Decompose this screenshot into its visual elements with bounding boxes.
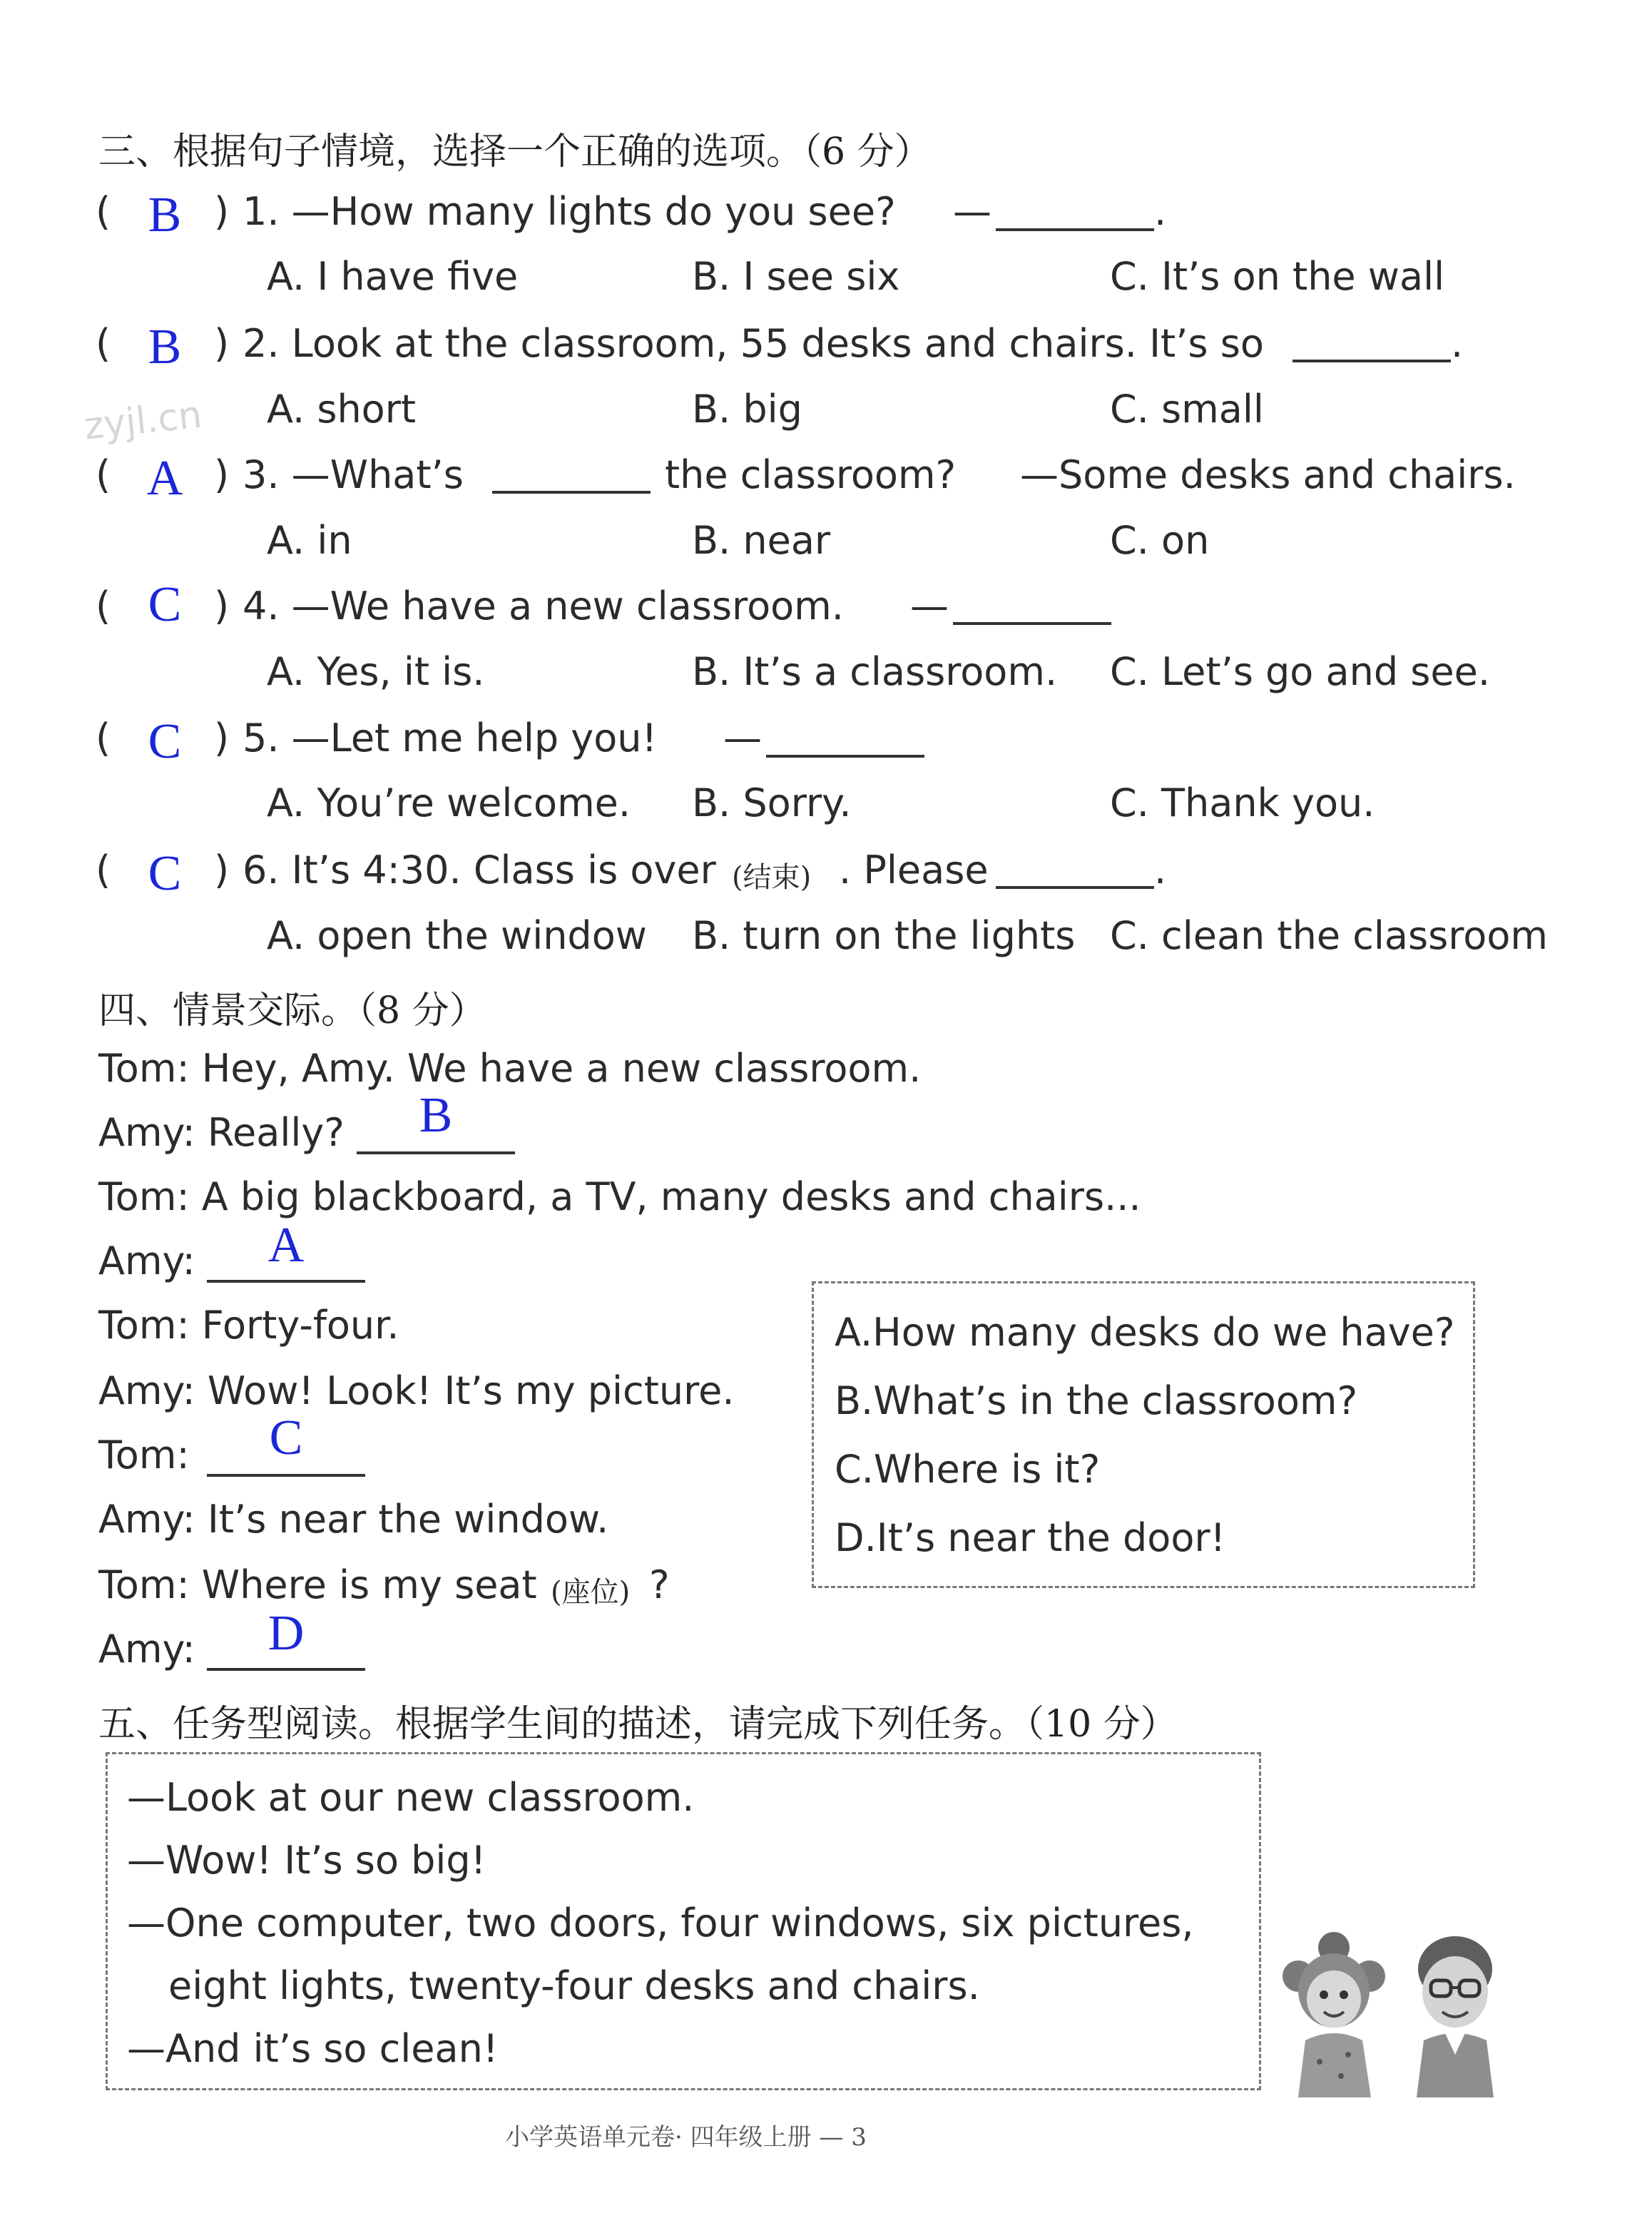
paren-open: ( — [96, 189, 111, 234]
children-illustration — [1277, 1912, 1519, 2097]
choice-item: B.What’s in the classroom? — [835, 1378, 1358, 1423]
question-dash: — — [910, 584, 949, 629]
dialogue-line: Amy: Really? — [98, 1110, 345, 1155]
paren-close: ) — [214, 584, 230, 629]
option-b: B. turn on the lights — [692, 913, 1076, 958]
dialogue-line: Tom: Where is my seat — [98, 1562, 537, 1607]
passage-line: —Wow! It’s so big! — [127, 1838, 486, 1883]
paren-close: ) — [214, 189, 230, 234]
question-stem: 3. —What’s — [243, 452, 464, 497]
question-end: . — [1154, 848, 1167, 892]
answer-blank — [766, 748, 924, 758]
question-stem: 1. —How many lights do you see? — [243, 189, 896, 234]
section-3-heading: 三、根据句子情境，选择一个正确的选项。（6 分） — [98, 131, 932, 173]
answer-blank — [996, 221, 1154, 231]
option-b: B. near — [692, 518, 831, 563]
paren-close: ) — [214, 452, 230, 497]
option-b: B. I see six — [692, 254, 900, 299]
answer-blank — [207, 1273, 365, 1283]
dialogue-line: Tom: Forty-four. — [98, 1303, 399, 1348]
paren-open: ( — [96, 848, 111, 892]
chinese-gloss: (座位) — [551, 1576, 631, 1609]
option-c: C. It’s on the wall — [1110, 254, 1445, 299]
question-stem: 4. —We have a new classroom. — [243, 584, 844, 629]
question-end: . — [1154, 189, 1167, 234]
answer-q6: C — [148, 846, 182, 901]
paren-open: ( — [96, 584, 111, 629]
choice-item: A.How many desks do we have? — [835, 1310, 1455, 1355]
question-dash: — — [953, 189, 991, 234]
paren-open: ( — [96, 452, 111, 497]
passage-line: —And it’s so clean! — [127, 2026, 499, 2071]
page-footer: 小学英语单元卷· 四年级上册 — 3 — [505, 2123, 867, 2152]
passage-line: eight lights, twenty-four desks and chairs. — [168, 1963, 980, 2008]
option-c: C. Let’s go and see. — [1110, 649, 1491, 694]
dialogue-line: Amy: — [98, 1627, 195, 1672]
answer-q1: B — [148, 188, 182, 243]
passage-line: —One computer, two doors, four windows, six pictures, — [127, 1901, 1194, 1945]
paren-close: ) — [214, 716, 230, 761]
option-b: B. It’s a classroom. — [692, 649, 1058, 694]
dialogue-line: Tom: Hey, Amy. We have a new classroom. — [98, 1046, 922, 1091]
question-stem: 2. Look at the classroom, 55 desks and chairs. It’s so — [243, 321, 1264, 366]
answer-dialogue-3: C — [269, 1410, 303, 1465]
paren-open: ( — [96, 716, 111, 761]
paren-open: ( — [96, 321, 111, 366]
answer-q2: B — [148, 320, 182, 375]
paren-close: ) — [214, 321, 230, 366]
boy-figure — [1417, 1936, 1494, 2097]
answer-q5: C — [148, 714, 182, 769]
option-c: C. small — [1110, 387, 1264, 432]
answer-blank — [492, 484, 651, 494]
option-c: C. clean the classroom — [1110, 913, 1548, 958]
option-b: B. Sorry. — [692, 780, 852, 825]
question-reply: —Some desks and chairs. — [1020, 452, 1516, 497]
choice-item: C.Where is it? — [835, 1447, 1101, 1492]
answer-blank — [207, 1467, 365, 1477]
question-stem-mid: . Please — [839, 848, 989, 892]
answer-q3: A — [146, 451, 183, 506]
answer-dialogue-1: B — [419, 1088, 453, 1143]
dialogue-line: Amy: It’s near the window. — [98, 1497, 609, 1542]
answer-dialogue-2: A — [267, 1218, 305, 1273]
option-b: B. big — [692, 387, 802, 432]
option-a: A. open the window — [267, 913, 647, 958]
option-a: A. short — [267, 387, 417, 432]
option-a: A. You’re welcome. — [267, 780, 631, 825]
answer-q4: C — [148, 577, 182, 632]
passage-line: —Look at our new classroom. — [127, 1775, 695, 1820]
option-a: A. in — [267, 518, 352, 563]
question-stem: 5. —Let me help you! — [243, 716, 658, 761]
choice-item: D.It’s near the door! — [835, 1515, 1226, 1560]
dialogue-line-tail: ? — [649, 1562, 670, 1607]
question-stem-mid: the classroom? — [665, 452, 957, 497]
answer-blank — [207, 1661, 365, 1671]
answer-blank — [1292, 352, 1451, 362]
question-dash: — — [723, 716, 762, 761]
option-c: C. on — [1110, 518, 1210, 563]
answer-blank — [996, 879, 1154, 889]
question-end: . — [1451, 321, 1464, 366]
dialogue-line: Amy: — [98, 1238, 195, 1283]
dialogue-line: Tom: — [98, 1433, 190, 1477]
watermark: zyjl.cn — [82, 393, 204, 449]
section-5-heading: 五、任务型阅读。根据学生间的描述，请完成下列任务。（10 分） — [98, 1703, 1178, 1746]
girl-figure — [1283, 1932, 1385, 2097]
option-a: A. Yes, it is. — [267, 649, 485, 694]
option-c: C. Thank you. — [1110, 780, 1375, 825]
answer-blank — [357, 1144, 515, 1154]
chinese-gloss: (结束) — [732, 861, 812, 894]
option-a: A. I have five — [267, 254, 519, 299]
dialogue-line: Tom: A big blackboard, a TV, many desks and chairs... — [98, 1174, 1141, 1219]
question-stem: 6. It’s 4:30. Class is over — [243, 848, 716, 892]
answer-blank — [953, 615, 1111, 625]
section-4-heading: 四、情景交际。（8 分） — [98, 990, 486, 1032]
dialogue-line: Amy: Wow! Look! It’s my picture. — [98, 1368, 735, 1413]
answer-dialogue-4: D — [267, 1606, 305, 1661]
paren-close: ) — [214, 848, 230, 892]
